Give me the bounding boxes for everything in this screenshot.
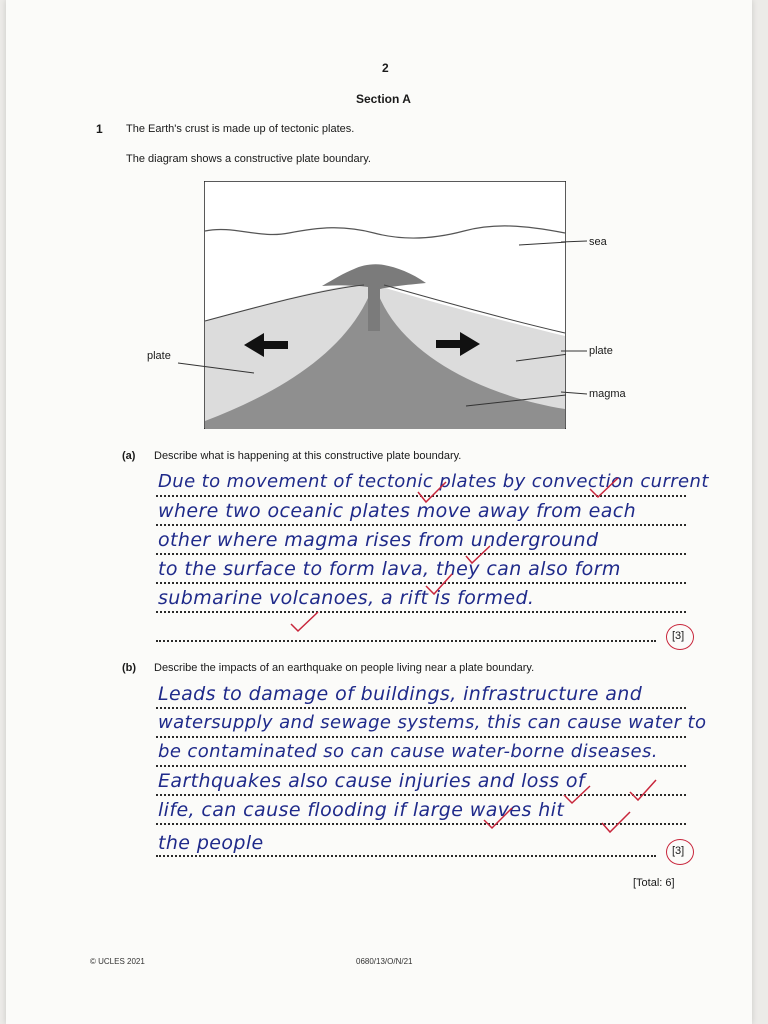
footer-copyright: © UCLES 2021: [90, 957, 145, 966]
answer-b-line-5: life, can cause flooding if large waves hit: [158, 799, 565, 821]
label-magma: magma: [589, 388, 626, 400]
answer-a-line-3: other where magma rises from underground: [158, 529, 599, 551]
answer-line: [156, 640, 656, 642]
answer-b-line-4: Earthquakes also cause injuries and loss of: [158, 770, 585, 792]
part-a-label: (a): [122, 450, 136, 462]
total-marks: [Total: 6]: [633, 877, 675, 889]
answer-line: [156, 707, 686, 709]
answer-b-line-1: Leads to damage of buildings, infrastructure and: [158, 683, 643, 705]
answer-line: [156, 855, 656, 857]
label-plate-right: plate: [589, 345, 613, 357]
answer-a-line-4: to the surface to form lava, they can also form: [158, 558, 621, 580]
answer-b-line-2: watersupply and sewage systems, this can cause water to: [158, 712, 707, 733]
plate-boundary-diagram: [204, 181, 566, 429]
answer-line: [156, 611, 686, 613]
section-title: Section A: [356, 92, 411, 106]
right-leaders: [561, 230, 591, 430]
answer-line: [156, 553, 686, 555]
answer-line: [156, 794, 686, 796]
answer-line: [156, 495, 686, 497]
label-sea: sea: [589, 236, 607, 248]
plate-left-leader: [176, 355, 256, 375]
part-b-marks: [3]: [672, 845, 685, 857]
question-intro: The Earth's crust is made up of tectonic plates.: [126, 123, 355, 135]
footer-code: 0680/13/O/N/21: [356, 957, 413, 966]
answer-line: [156, 823, 686, 825]
part-a-prompt: Describe what is happening at this constructive plate boundary.: [154, 450, 462, 462]
answer-line: [156, 765, 686, 767]
label-plate-left: plate: [147, 350, 171, 362]
part-b-prompt: Describe the impacts of an earthquake on people living near a plate boundary.: [154, 662, 535, 674]
answer-line: [156, 736, 686, 738]
answer-b-line-6: the people: [158, 832, 264, 854]
part-b-label: (b): [122, 662, 137, 674]
exam-page: [6, 0, 752, 1024]
question-number: 1: [96, 122, 103, 136]
part-a-marks: [3]: [672, 630, 685, 642]
page-number: 2: [382, 61, 389, 75]
diagram-intro: The diagram shows a constructive plate boundary.: [126, 153, 371, 165]
answer-a-line-2: where two oceanic plates move away from each: [158, 500, 637, 522]
answer-a-line-1: Due to movement of tectonic plates by convection current: [158, 471, 709, 492]
tick-icon: [291, 612, 318, 631]
tick-icon: [630, 780, 656, 800]
answer-line: [156, 524, 686, 526]
tick-icon: [602, 812, 630, 832]
answer-a-line-5: submarine volcanoes, a rift is formed.: [158, 587, 535, 609]
answer-line: [156, 582, 686, 584]
answer-b-line-3: be contaminated so can cause water-borne diseases.: [158, 741, 658, 762]
